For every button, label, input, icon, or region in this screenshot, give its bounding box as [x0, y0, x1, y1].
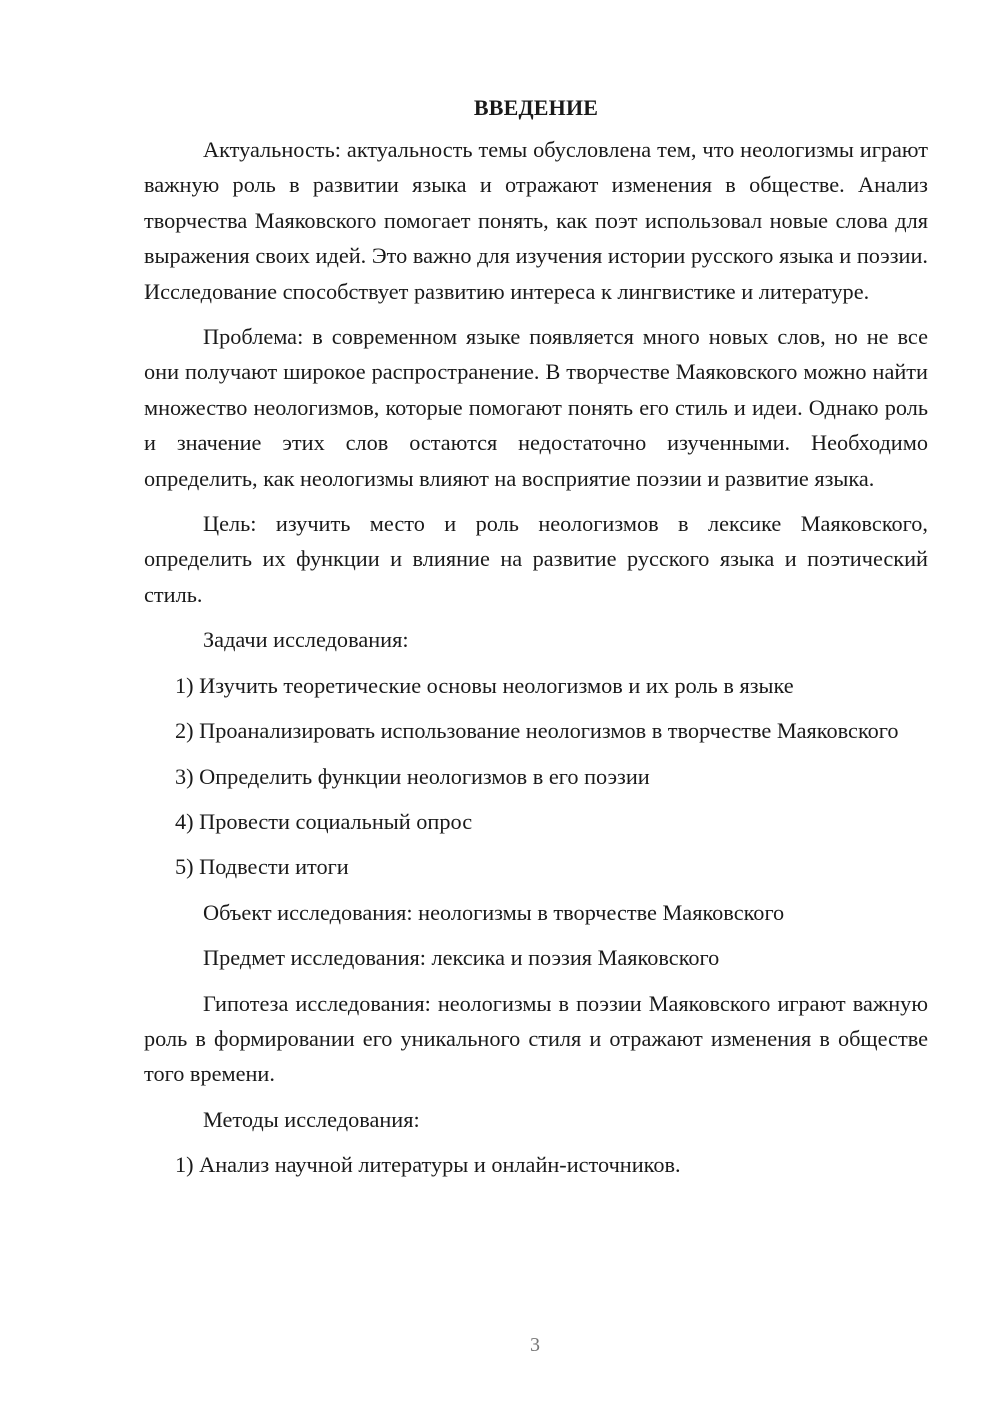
task-item: 5) Подвести итоги: [175, 854, 349, 880]
document-page: [144, 90, 928, 1193]
problem-paragraph: Проблема: в современном языке появляется много новых слов, но не все они получают широкое распространение. В творчестве Маяковского можно найти множество неологизмов, которые помогают понять его стиль и идеи. Однако роль и значение этих слов остаются недостаточно изученными. Необходимо определить, как неологизмы влияют на восприятие поэзии и развитие языка.: [144, 324, 928, 491]
task-item: 2) Проанализировать использование неологизмов в творчестве Маяковского: [175, 718, 899, 744]
section-title: ВВЕДЕНИЕ: [473, 95, 599, 120]
task-item: 4) Провести социальный опрос: [175, 808, 473, 834]
tasks-heading: Задачи исследования:: [203, 627, 409, 653]
page-number: 3: [530, 1334, 540, 1356]
goal-paragraph: Цель: изучить место и роль неологизмов в лексике Маяковского, определить их функции и влияние на развитие русского языка и поэтический стиль.: [144, 511, 928, 607]
task-item: 3) Определить функции неологизмов в его поэзии: [175, 763, 650, 789]
task-item: 1) Изучить теоретические основы неологизмов и их роль в языке: [175, 672, 794, 698]
object-line: Объект исследования: неологизмы в творчестве Маяковского: [203, 899, 785, 925]
methods-heading: Методы исследования:: [203, 1106, 420, 1132]
relevance-paragraph: Актуальность: актуальность темы обусловлена тем, что неологизмы играют важную роль в развитии языка и отражают изменения в обществе. Анализ творчества Маяковского помогает понять, как поэт использовал новые слова для выражения своих идей. Это важно для изучения истории русского языка и поэзии. Исследование способствует развитию интереса к лингвистике и литературе.: [144, 137, 928, 304]
method-item: 1) Анализ научной литературы и онлайн-источников.: [175, 1152, 681, 1178]
hypothesis-paragraph: Гипотеза исследования: неологизмы в поэзии Маяковского играют важную роль в формировании его уникального стиля и отражают изменения в обществе того времени.: [144, 990, 928, 1087]
subject-line: Предмет исследования: лексика и поэзия Маяковского: [203, 945, 720, 971]
